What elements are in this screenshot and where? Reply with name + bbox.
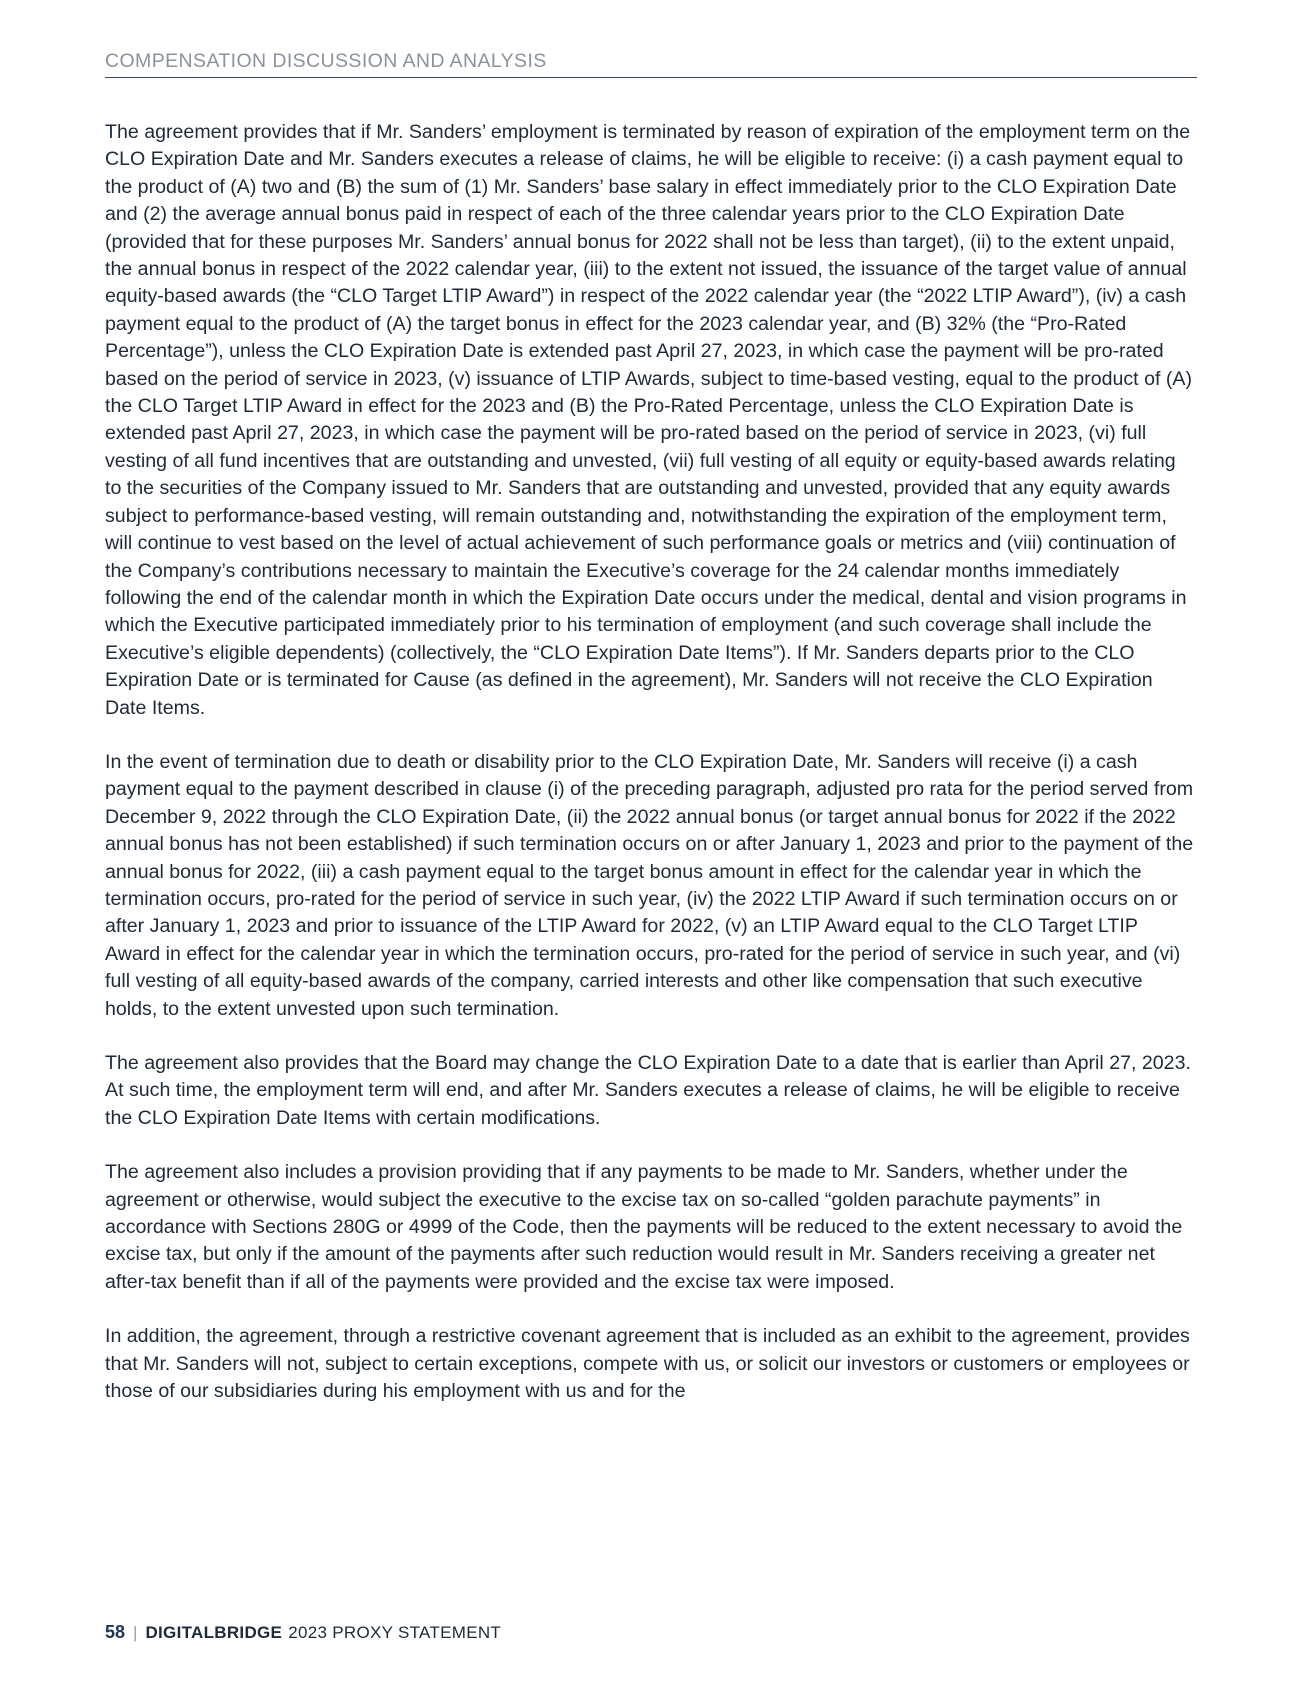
paragraph-restrictive-covenant: In addition, the agreement, through a restrictive covenant agreement that is included as an exhibit to the agreement, provides that Mr. Sanders will not, subject to certain exceptions, compete with us, or solicit our investors or customers or employees or those of our subsidiaries during his employment with us and for the — [105, 1325, 1190, 1403]
paragraph-golden-parachute: The agreement also includes a provision providing that if any payments to be made to Mr. Sanders, whether under the agreement or otherwise, would subject the executive to the excise tax on so-called “golden parachute payments” in accordance with Sections 280G or 4999 of the Code, then the payments will be reduced to the extent necessary to avoid the excise tax, but only if the amount of the payments after such reduction would result in Mr. Sanders receiving a greater net after-tax benefit than if all of the payments were provided and the excise tax were imposed. — [105, 1161, 1183, 1293]
company-name: DIGITALBRIDGE — [145, 1623, 283, 1642]
footer-separator: | — [133, 1623, 138, 1642]
paragraph-death-disability: In the event of termination due to death or disability prior to the CLO Expiration Date, Mr. Sanders will receive (i) a cash payment equal to the payment described in clause (i) of the preceding paragraph, adjusted pro rata for the period served from December 9, 2022 through the CLO Expiration Date, (ii) the 2022 annual bonus (or target annual bonus for 2022 if the 2022 annual bonus has not been established) if such termination occurs on or after January 1, 2023 and prior to the payment of the annual bonus for 2022, (iii) a cash payment equal to the target bonus amount in effect for the calendar year in which the termination occurs, pro-rated for the period of service in such year, (iv) the 2022 LTIP Award if such termination occurs on or after January 1, 2023 and prior to issuance of the LTIP Award for 2022, (v) an LTIP Award equal to the CLO Target LTIP Award in effect for the calendar year in which the termination occurs, pro-rated for the period of service in such year, and (vi) full vesting of all equity-based awards of the company, carried interests and other like compensation that such executive holds, to the extent unvested upon such termination. — [105, 750, 1194, 1020]
page-footer — [105, 1622, 501, 1643]
paragraph-termination-expiration: The agreement provides that if Mr. Sanders’ employment is terminated by reason of expiration of the employment term on the CLO Expiration Date and Mr. Sanders executes a release of claims, he will be eligible to receive: (i) a cash payment equal to the product of (A) two and (B) the sum of (1) Mr. Sanders’ base salary in effect immediately prior to the CLO Expiration Date and (2) the average annual bonus paid in respect of each of the three calendar years prior to the CLO Expiration Date (provided that for these purposes Mr. Sanders’ annual bonus for 2022 shall not be less than target), (ii) to the extent unpaid, the annual bonus in respect of the 2022 calendar year, (iii) to the extent not issued, the issuance of the target value of annual equity-based awards (the “CLO Target LTIP Award”) in respect of the 2022 calendar year (the “2022 LTIP Award”), (iv) a cash payment equal to the product of (A) the target bonus in effect for the 2023 calendar year, and (B) 32% (the “Pro-Rated Percentage”), unless the CLO Expiration Date is extended past April 27, 2023, in which case the payment will be pro-rated based on the period of service in 2023, (v) issuance of LTIP Awards, subject to time-based vesting, equal to the product of (A) the CLO Target LTIP Award in effect for the 2023 and (B) the Pro-Rated Percentage, unless the CLO Expiration Date is extended past April 27, 2023, in which case the payment will be pro-rated based on the period of service in 2023, (vi) full vesting of all fund incentives that are outstanding and unvested, (vii) full vesting of all equity or equity-based awards relating to the securities of the Company issued to Mr. Sanders that are outstanding and unvested, provided that any equity awards subject to performance-based vesting, will remain outstanding and, notwithstanding the expiration of the employment term, will continue to vest based on the level of actual achievement of such performance goals or metrics and (viii) continuation of the Company’s contributions necessary to maintain the Executive’s coverage for the 24 calendar months immediately following the end of the calendar month in which the Expiration Date occurs under the medical, dental and vision programs in which the Executive participated immediately prior to his termination of employment (and such coverage shall include the Executive’s eligible dependents) (collectively, the “CLO Expiration Date Items”). If Mr. Sanders departs prior to the CLO Expiration Date or is terminated for Cause (as defined in the agreement), Mr. Sanders will not receive the CLO Expiration Date Items. — [105, 121, 1192, 719]
document-title: 2023 PROXY STATEMENT — [288, 1623, 502, 1642]
body-text — [105, 119, 1197, 1405]
paragraph-board-change-date: The agreement also provides that the Board may change the CLO Expiration Date to a date that is earlier than April 27, 2023. At such time, the employment term will end, and after Mr. Sanders executes a release of claims, he will be eligible to receive the CLO Expiration Date Items with certain modifications. — [105, 1052, 1191, 1129]
page-number: 58 — [105, 1622, 126, 1642]
section-header: COMPENSATION DISCUSSION AND ANALYSIS — [105, 50, 1197, 78]
